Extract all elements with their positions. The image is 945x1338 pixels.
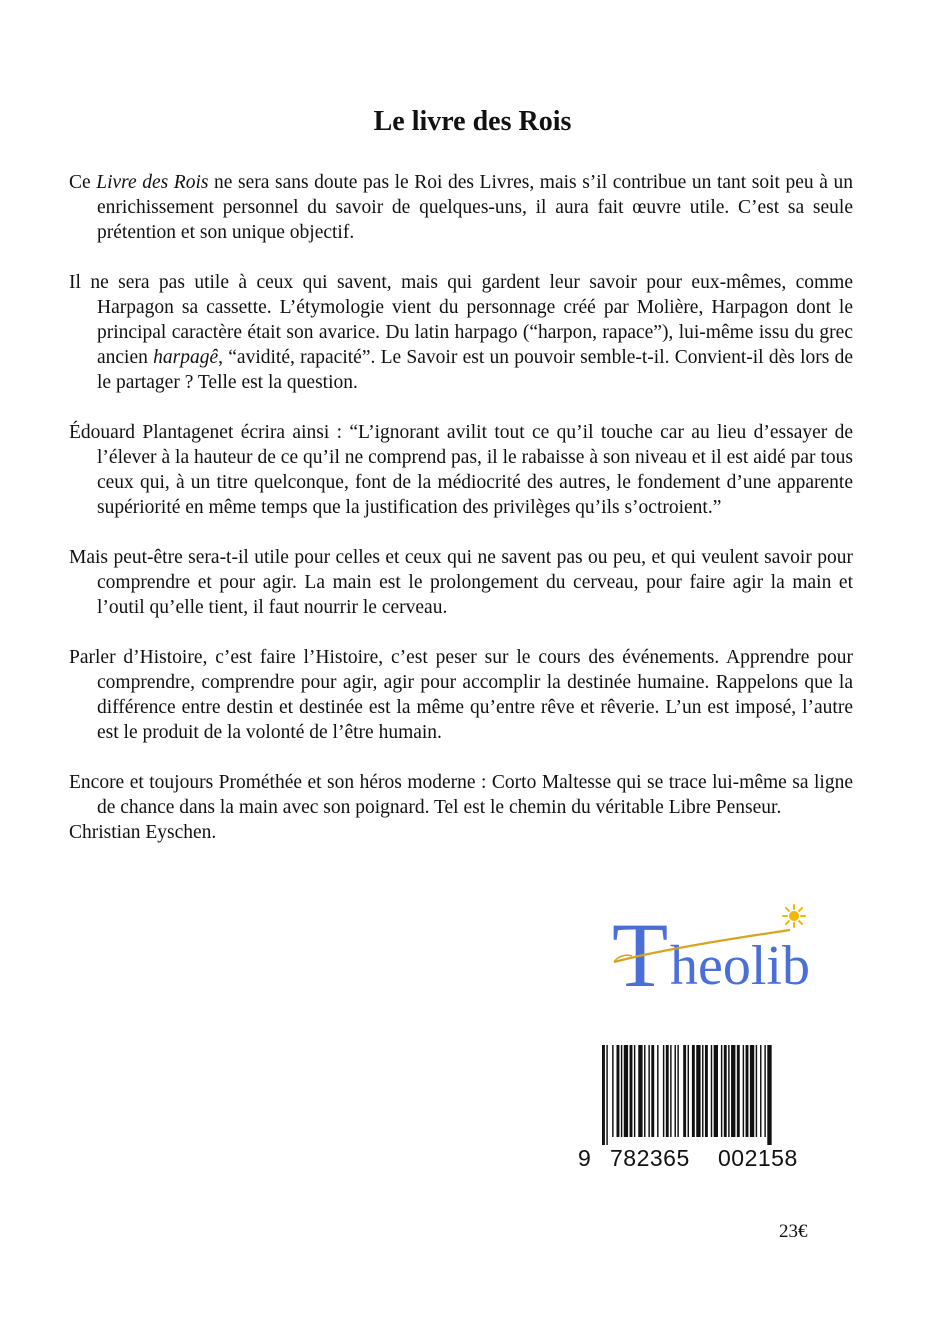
barcode-bar bbox=[663, 1045, 664, 1137]
barcode-bar bbox=[675, 1045, 676, 1137]
barcode-bar bbox=[606, 1045, 607, 1145]
page-title: Le livre des Rois bbox=[373, 106, 572, 137]
barcode-group-2: 002158 bbox=[718, 1145, 798, 1170]
barcode-prefix: 9 bbox=[578, 1145, 591, 1170]
barcode-bar bbox=[764, 1045, 765, 1137]
italic-text: harpagê bbox=[153, 347, 219, 368]
barcode-bar bbox=[644, 1045, 645, 1137]
barcode-bar bbox=[657, 1045, 658, 1137]
paragraph-4 bbox=[69, 545, 853, 620]
barcode-bar bbox=[724, 1045, 727, 1137]
barcode-bar bbox=[705, 1045, 708, 1137]
barcode-bar bbox=[760, 1045, 761, 1137]
barcode-bar bbox=[728, 1045, 729, 1137]
barcode-bar bbox=[767, 1045, 771, 1145]
barcode-bar bbox=[634, 1045, 635, 1137]
barcode-bar bbox=[621, 1045, 622, 1137]
barcode-bars bbox=[578, 1045, 838, 1170]
barcode-bar bbox=[711, 1045, 712, 1137]
svg-text:T: T bbox=[612, 904, 669, 996]
paragraph-2 bbox=[69, 270, 853, 395]
theolib-logo bbox=[612, 896, 842, 996]
barcode-bar bbox=[750, 1045, 754, 1137]
barcode-bar bbox=[670, 1045, 671, 1137]
barcode-bar bbox=[737, 1045, 740, 1137]
barcode-bar bbox=[630, 1045, 633, 1137]
barcode-bar bbox=[714, 1045, 718, 1137]
barcode-bar bbox=[651, 1045, 654, 1137]
paragraph-3 bbox=[69, 420, 853, 520]
barcode-bar bbox=[677, 1045, 678, 1137]
paragraph-5 bbox=[69, 645, 853, 745]
paragraph-text: Parler d’Histoire, c’est faire l’Histoire, c’est peser sur le cours des événements. Apprendre pour comprendre, comprendre pour agir, agir pour accomplir la destinée humaine. Rappelons que la différence entre destin et destinée est la même qu’entre rêve et rêverie. L’un est imposé, l’autre est le produit de la volonté de l’être humain. bbox=[69, 647, 853, 743]
paragraph-text: Il ne sera pas utile à ceux qui savent, mais qui gardent leur savoir pour eux-mêmes, comme Harpagon sa cassette. L’étymologie vient du personnage créé par Molière, Harpagon dont le principal caractère était son avarice. Du latin harpago (“harpon, rapace”), lui-même issu du grec ancien bbox=[69, 272, 853, 368]
barcode-bar bbox=[624, 1045, 628, 1137]
barcode-bar bbox=[688, 1045, 689, 1137]
svg-text:heolib: heolib bbox=[670, 935, 810, 996]
barcode-bar bbox=[721, 1045, 722, 1137]
barcode-bar bbox=[731, 1045, 735, 1137]
isbn-barcode bbox=[578, 1045, 838, 1170]
barcode-bar bbox=[692, 1045, 695, 1137]
barcode-bar bbox=[612, 1045, 613, 1137]
paragraph-text: Ce bbox=[69, 172, 97, 193]
barcode-bar bbox=[746, 1045, 749, 1137]
price: 23€ bbox=[779, 1221, 808, 1242]
barcode-bar bbox=[702, 1045, 703, 1137]
barcode-bar bbox=[617, 1045, 620, 1137]
back-cover-text bbox=[69, 170, 853, 845]
paragraph-text: , “avidité, rapacité”. Le Savoir est un pouvoir semble-t-il. Convient-il dès lors de le partager ? Telle est la question. bbox=[97, 347, 853, 393]
barcode-bar bbox=[743, 1045, 744, 1137]
barcode-bar bbox=[602, 1045, 605, 1145]
barcode-bar bbox=[638, 1045, 642, 1137]
paragraph-text: ne sera sans doute pas le Roi des Livres, mais s’il contribue un tant soit peu à un enrichissement personnel du savoir de quelques-uns, il aura fait œuvre utile. C’est sa seule prétention et son unique objectif. bbox=[97, 172, 853, 243]
paragraph-text: Édouard Plantagenet écrira ainsi : “L’ignorant avilit tout ce qu’il touche car au lieu d’essayer de l’élever à la hauteur de ce qu’il ne comprend pas, il le rabaisse à son niveau et il est aidé par tous ceux qui, à un titre quelconque, font de la médiocrité des autres, le fondement d’une apparente supériorité en même temps que la justification des privilèges qu’ils s’octroient.” bbox=[69, 422, 853, 518]
barcode-bar bbox=[696, 1045, 700, 1137]
paragraph-1 bbox=[69, 170, 853, 245]
star-icon bbox=[783, 905, 805, 927]
barcode-group-1: 782365 bbox=[610, 1145, 690, 1170]
barcode-bar bbox=[648, 1045, 649, 1137]
paragraph-text: Mais peut-être sera-t-il utile pour celles et ceux qui ne savent pas ou peu, et qui veulent savoir pour comprendre et pour agir. La main est le prolongement du cerveau, pour faire agir la main et l’outil qu’elle tient, il faut nourrir le cerveau. bbox=[69, 547, 853, 618]
author-signature: Christian Eyschen. bbox=[69, 822, 217, 843]
paragraph-text: Encore et toujours Prométhée et son héros moderne : Corto Maltesse qui se trace lui-même sa ligne de chance dans la main avec son poignard. Tel est le chemin du véritable Libre Penseur. bbox=[69, 772, 853, 818]
italic-text: Livre des Rois bbox=[96, 172, 209, 193]
barcode-bar bbox=[666, 1045, 669, 1137]
paragraph-6 bbox=[69, 770, 853, 820]
barcode-bar bbox=[683, 1045, 686, 1137]
barcode-bar bbox=[756, 1045, 757, 1137]
